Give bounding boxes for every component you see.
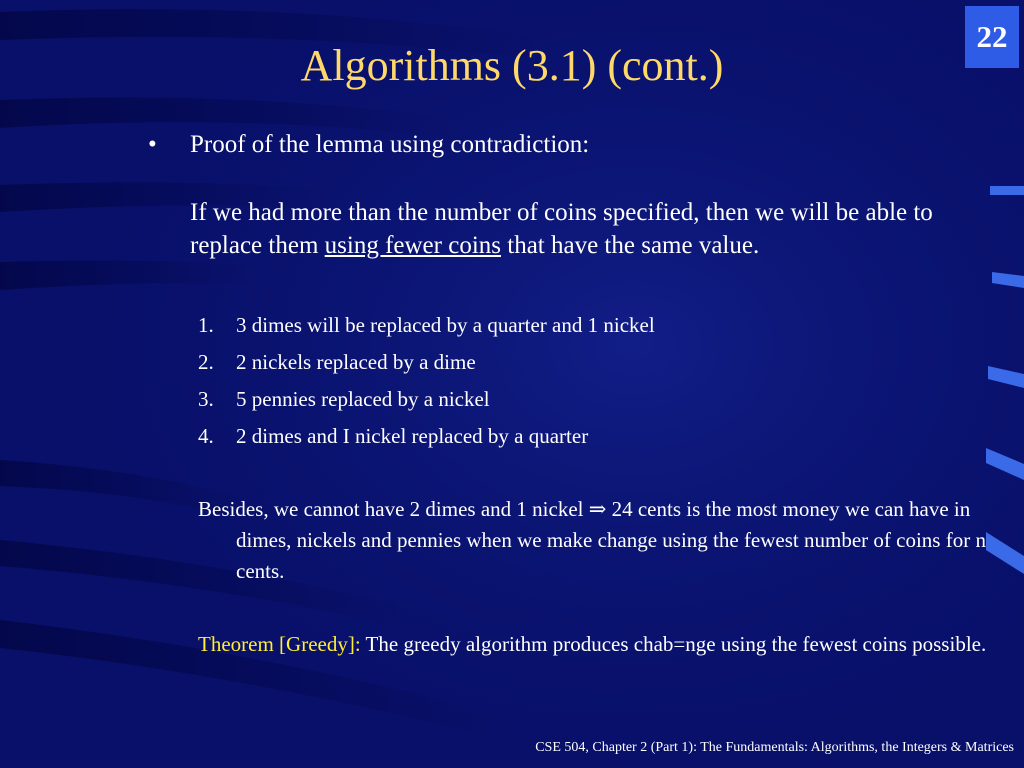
- list-item-text: 5 pennies replaced by a nickel: [236, 387, 490, 411]
- list-item-text: 2 dimes and I nickel replaced by a quarter: [236, 424, 589, 448]
- slide-title: Algorithms (3.1) (cont.): [300, 41, 724, 90]
- bullet-text: Proof of the lemma using contradiction:: [190, 131, 590, 158]
- paragraph-text-2: that have the same value.: [501, 232, 760, 259]
- list-item-number: 2.: [198, 350, 214, 374]
- implies-arrow-icon: ⇒: [588, 497, 607, 521]
- slide-footer: CSE 504, Chapter 2 (Part 1): The Fundamentals: Algorithms, the Integers & Matrices: [535, 740, 1014, 755]
- besides-text-1: Besides, we cannot have 2 dimes and 1 nickel: [198, 497, 589, 521]
- paragraph-underlined-text: using fewer coins: [324, 232, 501, 259]
- bullet-marker: •: [148, 131, 157, 158]
- list-item-text: 2 nickels replaced by a dime: [236, 350, 476, 374]
- list-item-number: 1.: [198, 313, 214, 337]
- contradiction-paragraph: [190, 196, 980, 262]
- theorem-label: Theorem [Greedy]:: [198, 632, 361, 656]
- theorem-text: The greedy algorithm produces chab=nge using the fewest coins possible.: [360, 632, 987, 656]
- besides-text-2: 24 cents is the most money we can have in dimes, nickels and pennies when we make change using the fewest number of coins for n cents.: [236, 497, 986, 583]
- list-item-text: 3 dimes will be replaced by a quarter and 1 nickel: [236, 313, 655, 337]
- theorem-paragraph: [198, 629, 996, 660]
- paragraph-text-1: If we had more than the number of coins specified, then we will be able to replace them: [190, 199, 933, 259]
- slide-number: 22: [965, 6, 1019, 68]
- list-item-number: 4.: [198, 424, 214, 448]
- besides-paragraph: [198, 494, 996, 587]
- list-item-number: 3.: [198, 387, 214, 411]
